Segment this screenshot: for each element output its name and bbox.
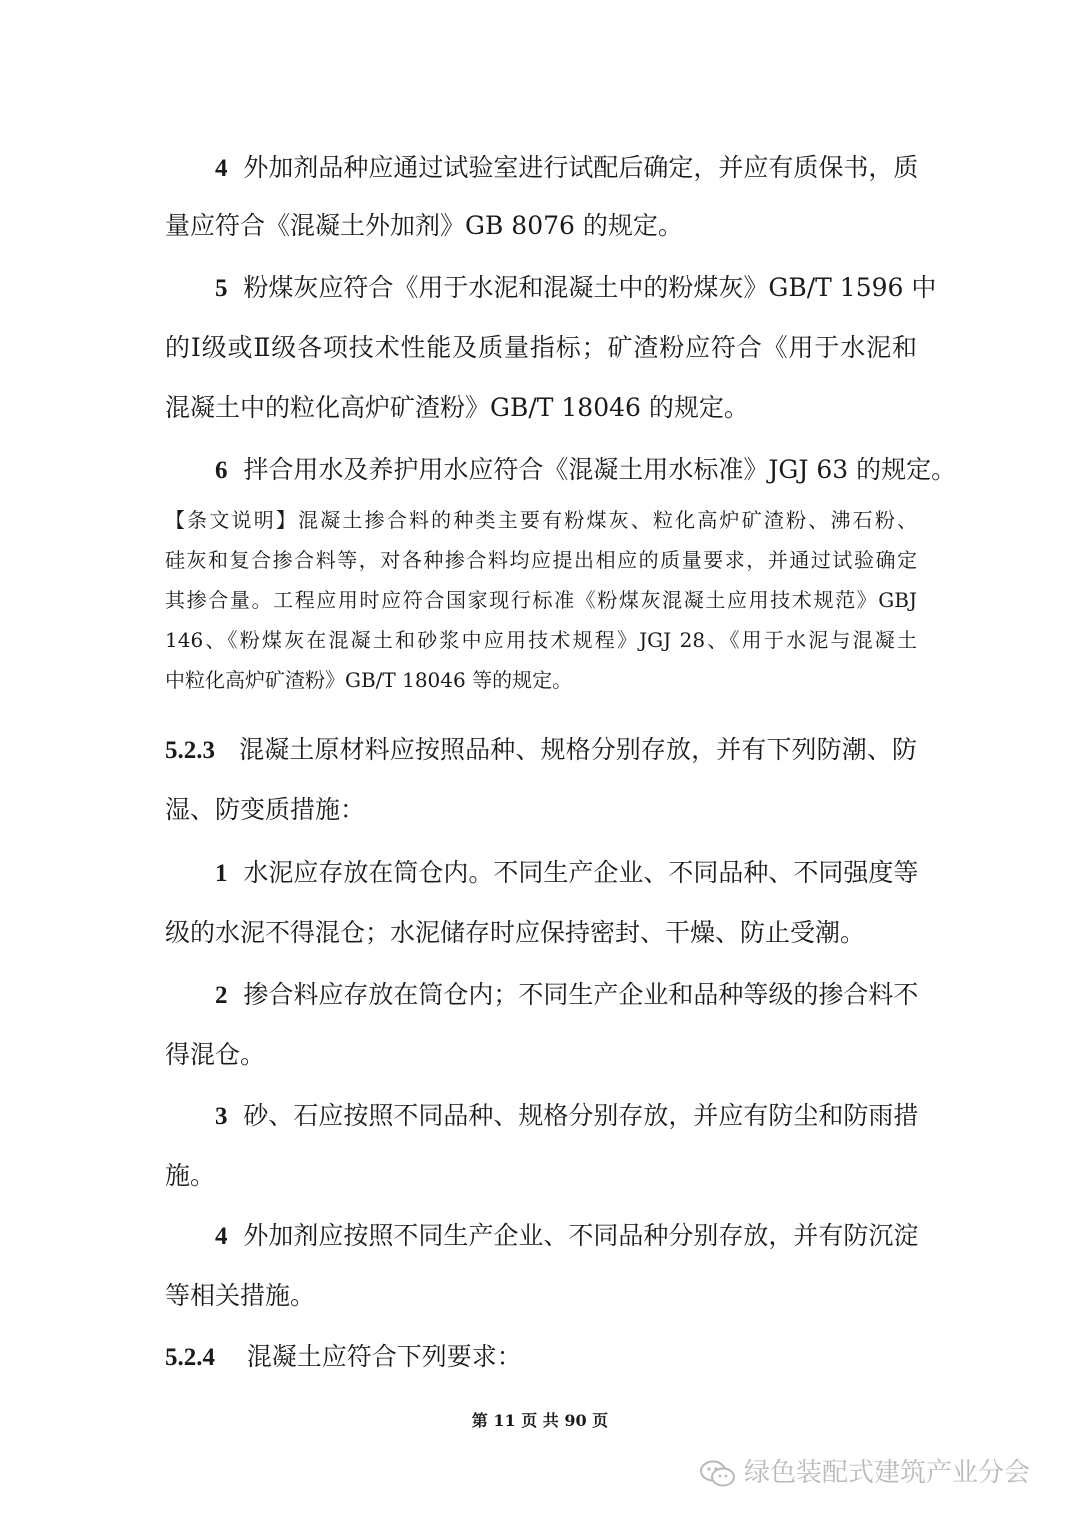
note-line: 146、《粉煤灰在混凝土和砂浆中应用技术规程》JGJ 28、《用于水泥与混凝土 — [165, 628, 917, 652]
item-text: 级的水泥不得混仓；水泥储存时应保持密封、干燥、防止受潮。 — [165, 918, 866, 947]
section-text: 混凝土原材料应按照品种、规格分别存放，并有下列防潮、防 — [239, 735, 917, 764]
item-number: 6 — [215, 457, 228, 484]
page-footer: 第 11 页 共 90 页 — [471, 1411, 609, 1430]
wechat-icon — [700, 1460, 736, 1488]
section-number: 5.2.3 — [165, 737, 215, 764]
item-text: 外加剂应按照不同生产企业、不同品种分别存放，并有防沉淀 — [243, 1221, 919, 1250]
item-number: 4 — [215, 155, 228, 182]
item-text: 砂、石应按照不同品种、规格分别存放，并应有防尘和防雨措 — [243, 1101, 919, 1130]
item-text: 的Ⅰ级或Ⅱ级各项技术性能及质量指标；矿渣粉应符合《用于水泥和 — [165, 333, 917, 362]
watermark-text: 绿色装配式建筑产业分会 — [744, 1458, 1031, 1488]
note-line: 【条文说明】混凝土掺合料的种类主要有粉煤灰、粒化高炉矿渣粉、沸石粉、 — [165, 508, 917, 532]
item-text: 拌合用水及养护用水应符合《混凝土用水标准》JGJ 63 的规定。 — [243, 455, 957, 484]
item-number: 3 — [215, 1103, 228, 1130]
watermark — [700, 1452, 1030, 1489]
item-number: 4 — [215, 1223, 228, 1250]
item-number: 2 — [215, 982, 228, 1009]
note-line: 其掺合量。工程应用时应符合国家现行标准《粉煤灰混凝土应用技术规范》GBJ — [165, 588, 917, 612]
section-text: 湿、防变质措施： — [165, 795, 366, 824]
item-text: 掺合料应存放在筒仓内；不同生产企业和品种等级的掺合料不 — [243, 980, 919, 1009]
item-number: 5 — [215, 275, 228, 302]
item-text: 粉煤灰应符合《用于水泥和混凝土中的粉煤灰》GB/T 1596 中 — [243, 273, 937, 302]
item-text: 施。 — [165, 1161, 216, 1190]
item-text: 量应符合《混凝土外加剂》GB 8076 的规定。 — [165, 211, 683, 240]
section-number: 5.2.4 — [165, 1344, 215, 1371]
item-text: 混凝土中的粒化高炉矿渣粉》GB/T 18046 的规定。 — [165, 393, 749, 422]
note-line: 硅灰和复合掺合料等，对各种掺合料均应提出相应的质量要求，并通过试验确定 — [165, 548, 917, 572]
note-line: 中粒化高炉矿渣粉》GB/T 18046 等的规定。 — [165, 668, 573, 692]
item-text: 得混仓。 — [165, 1040, 266, 1069]
item-text: 水泥应存放在筒仓内。不同生产企业、不同品种、不同强度等 — [243, 858, 919, 887]
item-number: 1 — [215, 860, 228, 887]
section-text: 混凝土应符合下列要求： — [246, 1342, 522, 1371]
item-text: 外加剂品种应通过试验室进行试配后确定，并应有质保书，质 — [243, 153, 919, 182]
item-text: 等相关措施。 — [165, 1281, 316, 1310]
